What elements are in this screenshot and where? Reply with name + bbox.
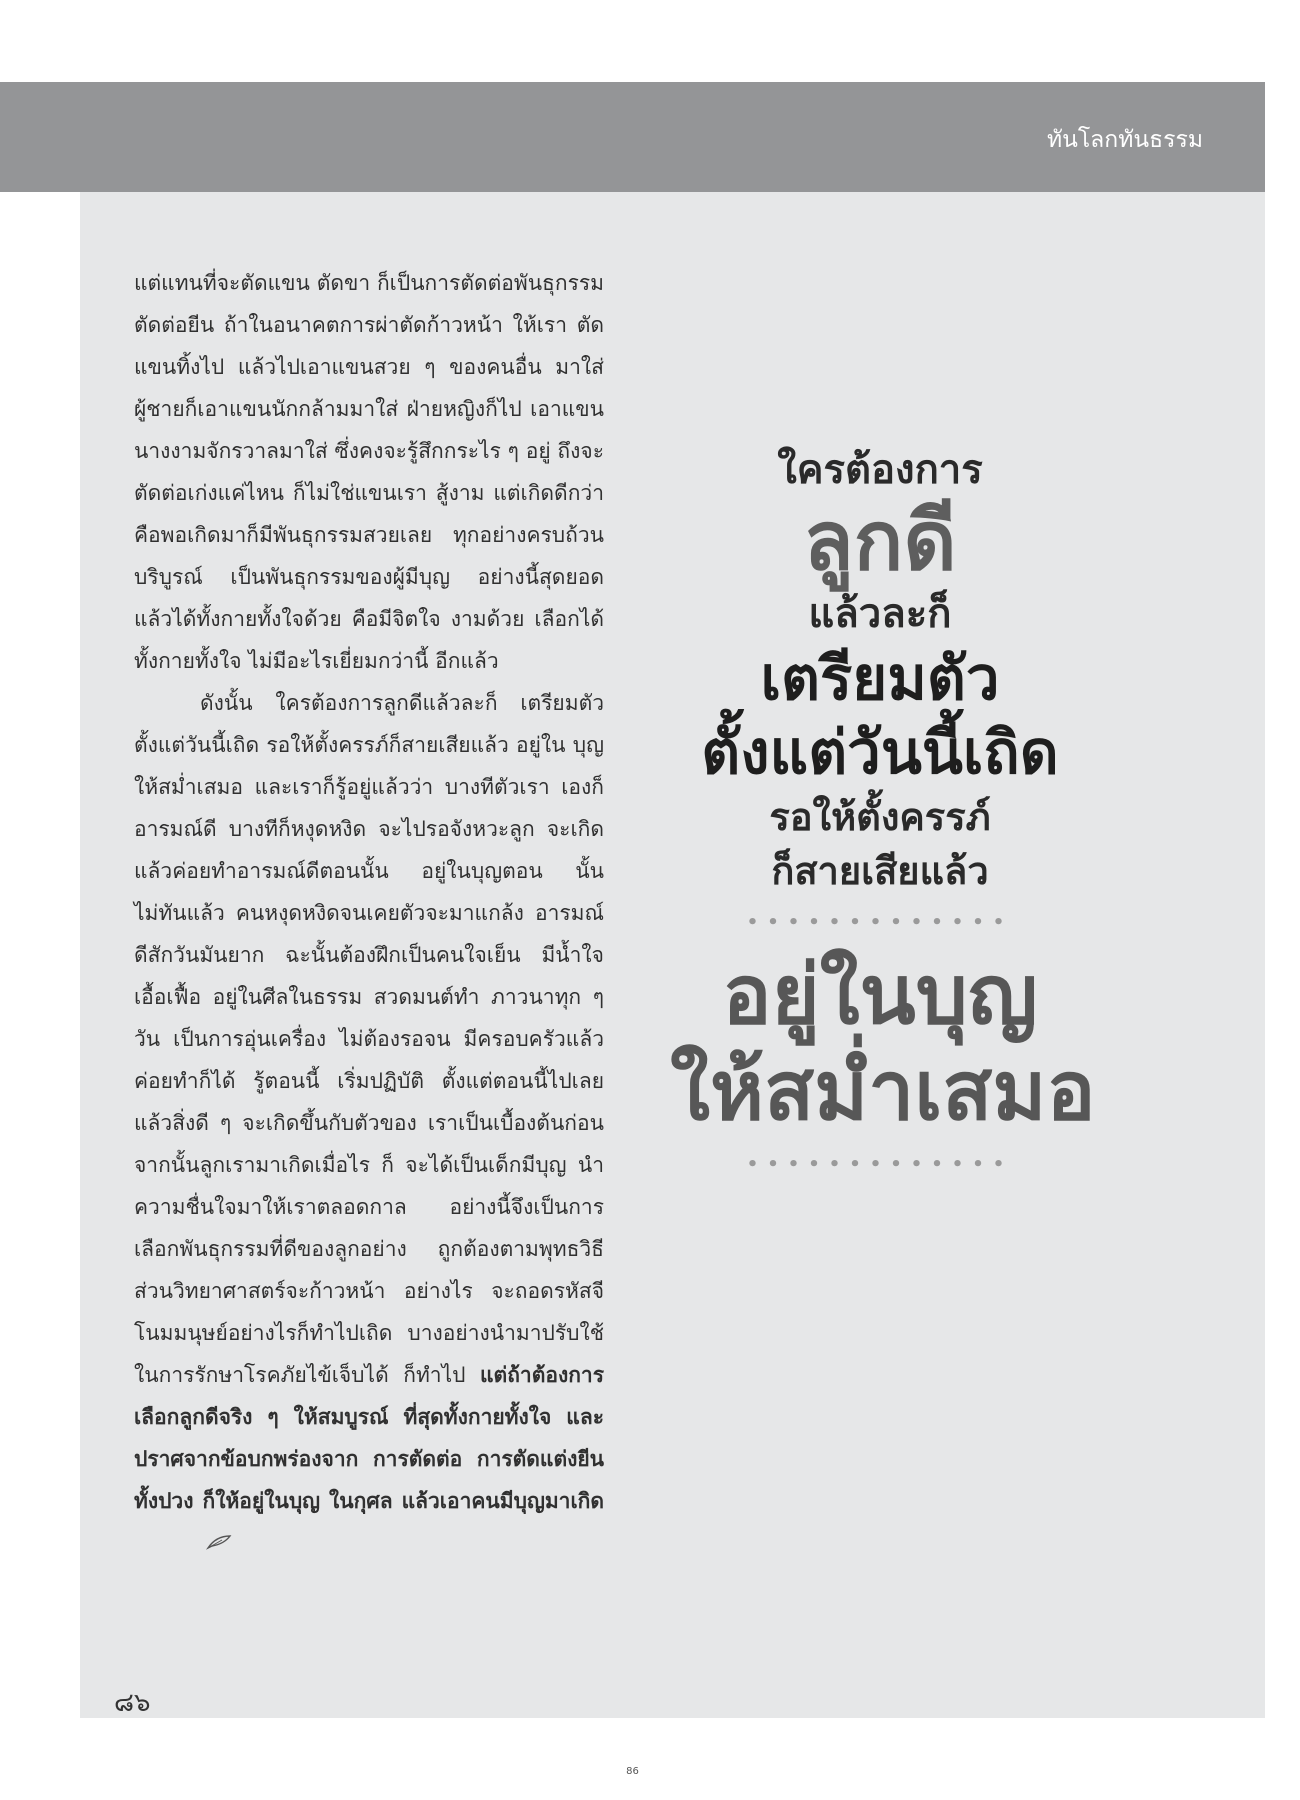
paragraph-2-bold: แต่ถ้าต้องการเลือกลูกดีจริง ๆ ให้สมบูรณ์ ที่สุดทั้งกายทั้งใจ และปราศจากข้อบกพร่องจาก การตัดต่อ การตัดแต่งยีนทั้งปวง ก็ให้อยู่ในบุญ ในกุศล แล้วเอาคนมีบุญมาเกิด <box>134 1362 604 1513</box>
paragraph-2-regular: ดังนั้น ใครต้องการลูกดีแล้วละก็ เตรียมตัว ตั้งแต่วันนี้เถิด รอให้ตั้งครรภ์ก็สายเสียแล้ว อยู่ใน บุญให้สม่ำเสมอ และเราก็รู้อยู่แล้วว่า บางทีตัวเรา เองก็อารมณ์ดี บางทีก็หงุดหงิด จะไปรอจังหวะลูก จะเกิดแล้วค่อยทำอารมณ์ดีตอนนั้น อยู่ในบุญตอน นั้น ไม่ทันแล้ว คนหงุดหงิดจนเคยตัวจะมาแกล้ง อารมณ์ดีสักวันมันยาก ฉะนั้นต้องฝึกเป็นคนใจเย็น มีน้ำใจ เอื้อเฟื้อ อยู่ในศีลในธรรม สวดมนต์ทำ ภาวนาทุก ๆ วัน เป็นการอุ่นเครื่อง ไม่ต้องรอจน มีครอบครัวแล้วค่อยทำก็ได้ รู้ตอนนี้ เริ่มปฏิบัติ ตั้งแต่ตอนนี้ไปเลย แล้วสิ่งดี ๆ จะเกิดขึ้นกับตัวของ เราเป็นเบื้องต้นก่อน จากนั้นลูกเรามาเกิดเมื่อไร ก็ จะได้เป็นเด็กมีบุญ นำความชื่นใจมาให้เราตลอดกาล อย่างนี้จึงเป็นการเลือกพันธุกรรมที่ดีของลูกอย่าง ถูกต้องตามพุทธวิธี ส่วนวิทยาศาสตร์จะก้าวหน้า อย่างไร จะถอดรหัสจีโนมมนุษย์อย่างไรก็ทำไปเถิด บางอย่างนำมาปรับใช้ในการรักษาโรคภัยไข้เจ็บได้ ก็ทำไป <box>134 691 604 1387</box>
pull-quote-line-6: รอให้ตั้งครรภ์ <box>769 795 991 839</box>
pull-quote-line-9: ให้สม่ำเสมอ <box>670 1044 1096 1139</box>
footer-page-number: 86 <box>626 1766 639 1777</box>
pull-quote-line-2: ลูกดี <box>803 494 957 589</box>
dot-divider-bottom: ••••••••••••• <box>746 1154 1014 1175</box>
pull-quote <box>670 442 1096 1190</box>
header-band <box>0 82 1265 192</box>
page-panel <box>80 192 1265 1718</box>
section-title: ทันโลกทันธรรม <box>1046 127 1203 153</box>
pull-quote-line-8: อยู่ในบุญ <box>722 948 1038 1043</box>
feather-end-icon <box>140 1522 232 1564</box>
pull-quote-line-5: ตั้งแต่วันนี้เถิด <box>701 718 1059 788</box>
dot-divider-top: ••••••••••••• <box>746 912 1014 933</box>
pull-quote-line-1: ใครต้องการ <box>777 447 983 493</box>
article-body <box>134 262 604 1564</box>
pull-quote-line-4: เตรียมตัว <box>760 644 1000 714</box>
paragraph-1: แต่แทนที่จะตัดแขน ตัดขา ก็เป็นการตัดต่อพันธุกรรม ตัดต่อยีน ถ้าในอนาคตการผ่าตัดก้าวหน้า ให้เรา ตัดแขนทิ้งไป แล้วไปเอาแขนสวย ๆ ของคนอื่น มาใส่ ผู้ชายก็เอาแขนนักกล้ามมาใส่ ฝ่ายหญิงก็ไป เอาแขนนางงามจักรวาลมาใส่ ซึ่งคงจะรู้สึกกระไร ๆ อยู่ ถึงจะตัดต่อเก่งแค่ไหน ก็ไม่ใช่แขนเรา สู้งาม แต่เกิดดีกว่า คือพอเกิดมาก็มีพันธุกรรมสวยเลย ทุกอย่างครบถ้วนบริบูรณ์ เป็นพันธุกรรมของผู้มีบุญ อย่างนี้สุดยอด แล้วได้ทั้งกายทั้งใจด้วย คือมีจิตใจ งามด้วย เลือกได้ทั้งกายทั้งใจ ไม่มีอะไรเยี่ยมกว่านี้ อีกแล้ว <box>134 271 604 673</box>
page-number-thai: ๘๖ <box>114 1688 151 1718</box>
pull-quote-line-7: ก็สายเสียแล้ว <box>771 849 989 893</box>
paragraph-2 <box>134 682 604 1564</box>
pull-quote-line-3: แล้วละก็ <box>808 591 952 637</box>
